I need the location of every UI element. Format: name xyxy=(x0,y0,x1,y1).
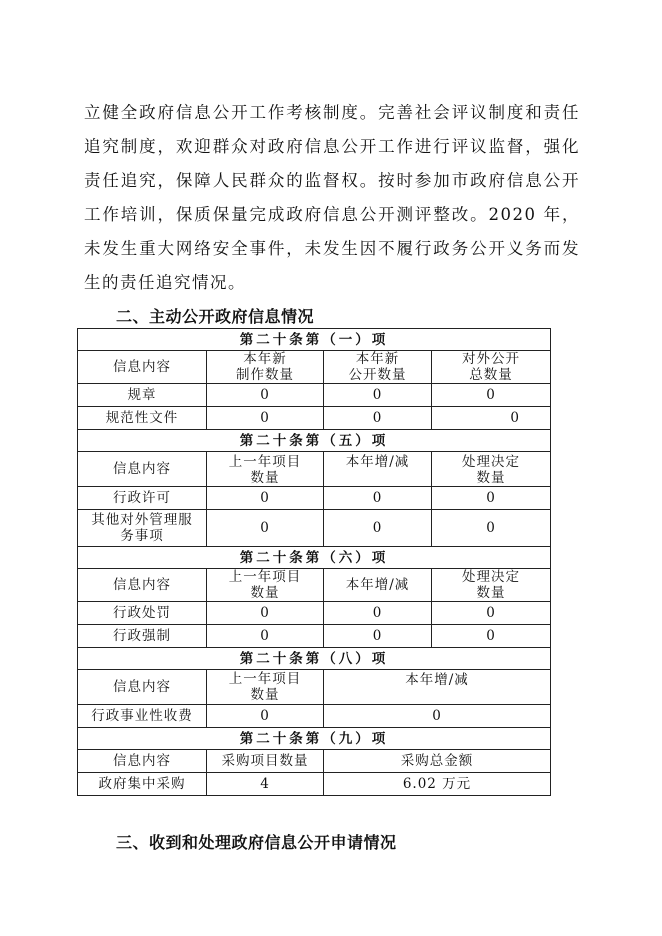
header-cell: 本年增/减 xyxy=(324,569,432,602)
table-cell: 0 xyxy=(207,625,324,648)
table-cell: 0 xyxy=(432,384,551,407)
header-cell: 上一年项目 数量 xyxy=(207,670,324,705)
section-heading-requests: 三、收到和处理政府信息公开申请情况 xyxy=(116,833,397,852)
paragraph-line: 责任追究，保障人民群众的监督权。按时参加市政府信息公开 xyxy=(84,171,580,190)
table-cell: 0 xyxy=(207,602,324,625)
table-cell: 规章 xyxy=(78,384,207,407)
table-cell: 0 xyxy=(324,602,432,625)
header-cell: 上一年项目 数量 xyxy=(207,569,324,602)
header-cell: 对外公开 总数量 xyxy=(432,351,551,384)
disclosure-table xyxy=(77,328,551,796)
table-cell: 0 xyxy=(324,384,432,407)
paragraph-line: 生的责任追究情况。 xyxy=(84,273,246,292)
section-title-article20-6: 第二十条第（六）项 xyxy=(78,547,551,569)
section-title-article20-1: 第二十条第（一）项 xyxy=(78,329,551,351)
table-cell: 0 xyxy=(207,510,324,547)
table-cell: 0 xyxy=(324,705,551,728)
header-cell: 处理决定 数量 xyxy=(432,452,551,487)
header-cell: 本年新 制作数量 xyxy=(207,351,324,384)
section-heading-proactive-disclosure: 二、主动公开政府信息情况 xyxy=(116,307,315,326)
table-cell: 规范性文件 xyxy=(78,407,207,430)
section-title-article20-5: 第二十条第（五）项 xyxy=(78,430,551,452)
paragraph-line: 未发生重大网络安全事件，未发生因不履行政务公开义务而发 xyxy=(84,239,580,258)
header-cell: 信息内容 xyxy=(78,750,207,773)
header-cell: 本年新 公开数量 xyxy=(324,351,432,384)
section-title-article20-8: 第二十条第（八）项 xyxy=(78,648,551,670)
table-cell: 其他对外管理服 务事项 xyxy=(78,510,207,547)
table-cell: 4 xyxy=(207,773,324,796)
header-cell: 处理决定 数量 xyxy=(432,569,551,602)
section-title-article20-9: 第二十条第（九）项 xyxy=(78,728,551,750)
header-cell: 本年增/减 xyxy=(324,452,432,487)
table-cell: 0 xyxy=(207,705,324,728)
table-cell: 行政许可 xyxy=(78,487,207,510)
table-cell: 0 xyxy=(432,487,551,510)
table-cell: 政府集中采购 xyxy=(78,773,207,796)
header-cell: 采购项目数量 xyxy=(207,750,324,773)
table-cell: 6.02 万元 xyxy=(324,773,551,796)
table-cell: 0 xyxy=(324,407,432,430)
header-cell: 采购总金额 xyxy=(324,750,551,773)
paragraph-line: 工作培训，保质保量完成政府信息公开测评整改。2020 年， xyxy=(84,205,580,224)
header-cell: 上一年项目 数量 xyxy=(207,452,324,487)
table-cell: 行政处罚 xyxy=(78,602,207,625)
table-cell: 0 xyxy=(432,625,551,648)
table-cell: 行政事业性收费 xyxy=(78,705,207,728)
table-cell: 0 xyxy=(207,407,324,430)
table-cell: 0 xyxy=(432,602,551,625)
body-paragraph xyxy=(84,96,580,300)
table-cell: 0 xyxy=(324,487,432,510)
header-cell: 本年增/减 xyxy=(324,670,551,705)
table-cell: 行政强制 xyxy=(78,625,207,648)
table-cell: 0 xyxy=(432,407,551,430)
table-cell: 0 xyxy=(207,487,324,510)
table-cell: 0 xyxy=(324,510,432,547)
header-cell: 信息内容 xyxy=(78,569,207,602)
header-cell: 信息内容 xyxy=(78,452,207,487)
header-cell: 信息内容 xyxy=(78,670,207,705)
table-cell: 0 xyxy=(207,384,324,407)
table-cell: 0 xyxy=(324,625,432,648)
header-cell: 信息内容 xyxy=(78,351,207,384)
paragraph-line: 追究制度，欢迎群众对政府信息公开工作进行评议监督，强化 xyxy=(84,137,580,156)
paragraph-line: 立健全政府信息公开工作考核制度。完善社会评议制度和责任 xyxy=(84,103,580,122)
table-cell: 0 xyxy=(432,510,551,547)
